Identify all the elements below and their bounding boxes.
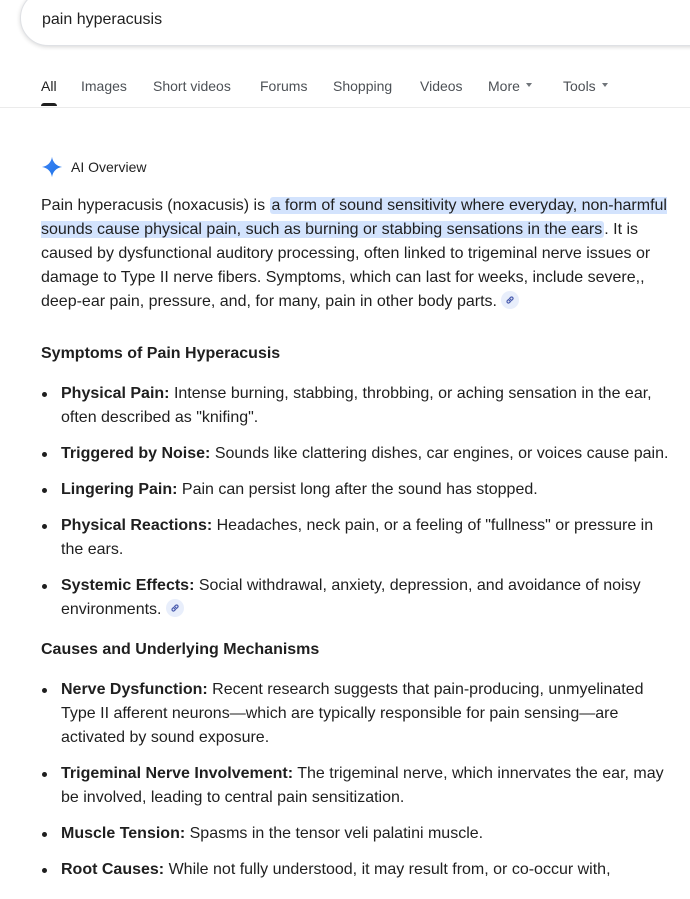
tab-tools-label: Tools — [563, 78, 596, 94]
tab-all[interactable]: All — [41, 78, 57, 94]
tab-videos[interactable]: Videos — [420, 78, 463, 94]
causes-heading: Causes and Underlying Mechanisms — [41, 641, 320, 658]
intro-highlight: a form of sound sensitivity where everyday, non-harmful sounds cause physical pain, such as burning or stabbing sensations in the ears — [41, 197, 667, 238]
list-item-text: Social withdrawal, anxiety, depression, and avoidance of noisy environments. — [61, 577, 641, 618]
link-icon — [170, 603, 180, 613]
tab-more[interactable] — [488, 78, 532, 94]
list-item — [41, 514, 677, 562]
list-item-term: Physical Pain: — [61, 385, 170, 402]
list-item-text: Intense burning, stabbing, throbbing, or aching sensation in the ear, often described as "knifing". — [61, 385, 652, 426]
link-icon — [505, 295, 515, 305]
tab-shopping[interactable]: Shopping — [333, 78, 393, 94]
search-tabs — [0, 64, 690, 108]
search-input[interactable] — [42, 11, 542, 29]
symptoms-list — [41, 382, 677, 622]
list-item-text: Pain can persist long after the sound has stopped. — [177, 481, 538, 498]
tab-short-videos[interactable]: Short videos — [153, 78, 231, 94]
chevron-down-icon — [602, 83, 608, 87]
source-link-chip[interactable] — [501, 291, 519, 309]
source-link-chip[interactable] — [166, 599, 184, 617]
causes-list — [41, 678, 677, 882]
list-item-text: Recent research suggests that pain-producing, unmyelinated Type II afferent neurons—which are typically responsible for pain sensing—are activated by sound exposure. — [61, 681, 644, 746]
list-item — [41, 442, 677, 466]
list-item-term: Trigeminal Nerve Involvement: — [61, 765, 294, 782]
symptoms-heading: Symptoms of Pain Hyperacusis — [41, 345, 281, 362]
ai-overview-title: AI Overview — [71, 159, 147, 175]
list-item-term: Physical Reactions: — [61, 517, 213, 534]
chevron-down-icon — [526, 83, 532, 87]
intro-text-start: Pain hyperacusis (noxacusis) is — [41, 197, 270, 214]
list-item — [41, 382, 677, 430]
list-item-term: Triggered by Noise: — [61, 445, 211, 462]
intro-text-end: . It is caused by dysfunctional auditory processing, often linked to trigeminal nerve issues or damage to Type II nerve fibers. Symptoms, which can last for weeks, include severe,, deep-ear pain, pressure, and, for many, pain in other body parts. — [41, 221, 651, 310]
intro-paragraph — [41, 194, 677, 314]
tab-forums[interactable]: Forums — [260, 78, 308, 94]
list-item-term: Lingering Pain: — [61, 481, 178, 498]
list-item-text: Headaches, neck pain, or a feeling of "fullness" or pressure in the ears. — [61, 517, 654, 558]
ai-overview-header — [41, 155, 146, 179]
list-item-text: Sounds like clattering dishes, car engines, or voices cause pain. — [210, 445, 669, 462]
list-item-term: Nerve Dysfunction: — [61, 681, 208, 698]
tab-tools[interactable] — [563, 78, 608, 94]
list-item — [41, 822, 677, 846]
tab-more-label: More — [488, 78, 520, 94]
tab-images[interactable]: Images — [81, 78, 127, 94]
list-item — [41, 478, 677, 502]
list-item-term: Root Causes: — [61, 861, 165, 878]
ai-overview-content — [41, 194, 677, 882]
search-box[interactable] — [20, 0, 690, 46]
list-item-term: Systemic Effects: — [61, 577, 195, 594]
list-item — [41, 858, 677, 882]
list-item — [41, 574, 677, 622]
list-item-term: Muscle Tension: — [61, 825, 186, 842]
sparkle-icon — [41, 156, 63, 178]
list-item-text: Spasms in the tensor veli palatini muscle. — [185, 825, 484, 842]
list-item-text: The trigeminal nerve, which innervates the ear, may be involved, leading to central pain sensitization. — [61, 765, 664, 806]
list-item-text: While not fully understood, it may result from, or co-occur with, — [164, 861, 611, 878]
list-item — [41, 762, 677, 810]
list-item — [41, 678, 677, 750]
